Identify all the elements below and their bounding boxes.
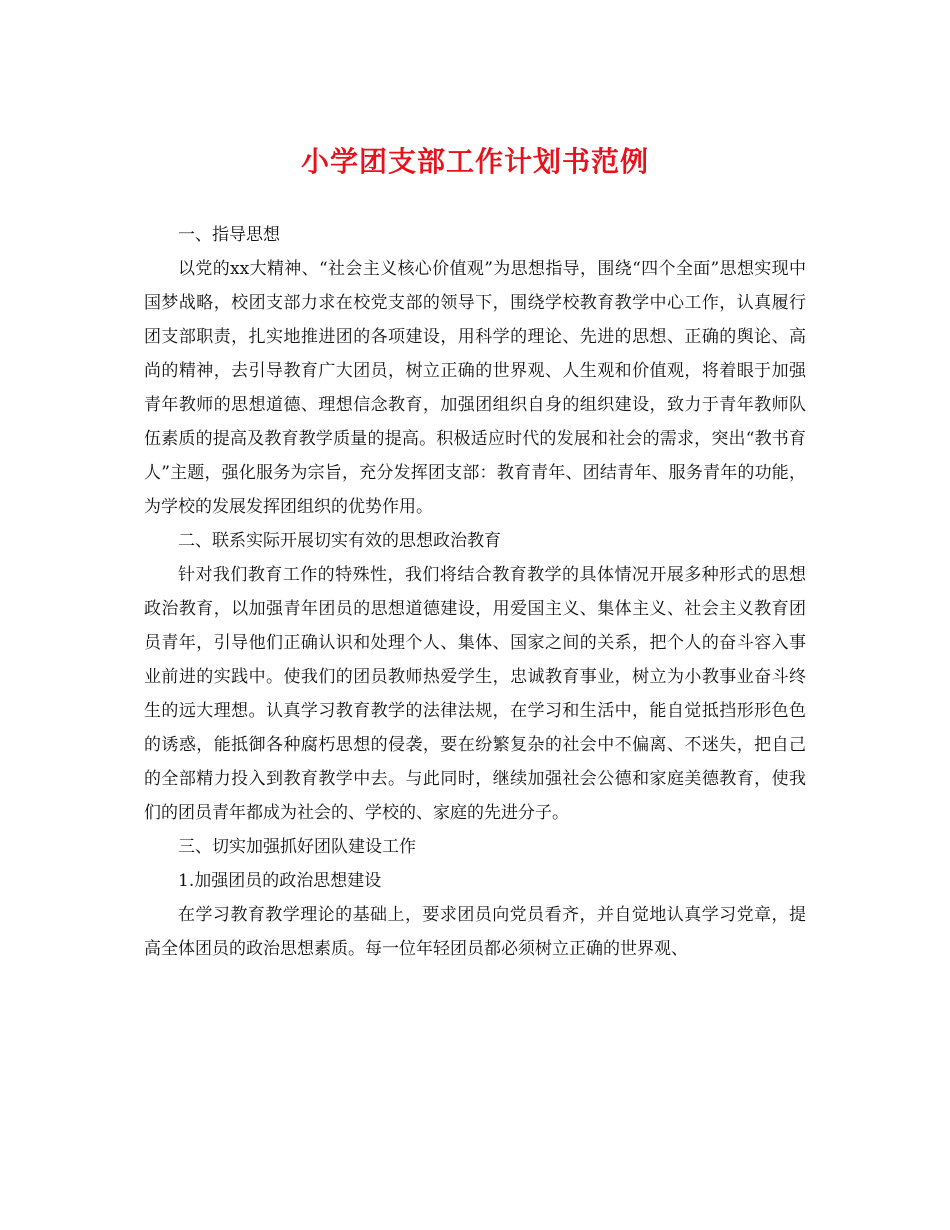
body-paragraph: 在学习教育教学理论的基础上，要求团员向党员看齐，并自觉地认真学习党章，提高全体团员的政治思想素质。每一位年轻团员都必须树立正确的世界观、: [144, 905, 806, 959]
section-heading-political-education: 二、联系实际开展切实有效的思想政治教育: [178, 531, 501, 551]
section-heading-team-building: 三、切实加强抓好团队建设工作: [178, 837, 416, 857]
section-heading-guiding-ideology: 一、指导思想: [178, 225, 280, 245]
body-paragraph: 以党的xx大精神、“社会主义核心价值观”为思想指导，围绕“四个全面”思想实现中国梦战略，校团支部力求在校党支部的领导下，围绕学校教育教学中心工作，认真履行团支部职责，扎实地推进团的各项建设，用科学的理论、先进的思想、正确的舆论、高尚的精神，去引导教育广大团员，树立正确的世界观、人生观和价值观，将着眼于加强青年教师的思想道德、理想信念教育，加强团组织自身的组织建设，致力于青年教师队伍素质的提高及教育教学质量的提高。积极适应时代的发展和社会的需求，突出“教书育人”主题，强化服务为宗旨，充分发挥团支部：教育青年、团结青年、服务青年的功能，为学校的发展发挥团组织的优势作用。: [144, 259, 806, 517]
subsection-heading: 1.加强团员的政治思想建设: [178, 871, 382, 891]
document-title: 小学团支部工作计划书范例: [300, 145, 649, 178]
body-paragraph: 针对我们教育工作的特殊性，我们将结合教育教学的具体情况开展多种形式的思想政治教育，以加强青年团员的思想道德建设，用爱国主义、集体主义、社会主义教育团员青年，引导他们正确认识和处理个人、集体、国家之间的关系，把个人的奋斗容入事业前进的实践中。使我们的团员教师热爱学生，忠诚教育事业，树立为小教事业奋斗终生的远大理想。认真学习教育教学的法律法规，在学习和生活中，能自觉抵挡形形色色的诱惑，能抵御各种腐朽思想的侵袭，要在纷繁复杂的社会中不偏离、不迷失，把自己的全部精力投入到教育教学中去。与此同时，继续加强社会公德和家庭美德教育，使我们的团员青年都成为社会的、学校的、家庭的先进分子。: [144, 565, 806, 823]
document-body: [144, 218, 806, 966]
